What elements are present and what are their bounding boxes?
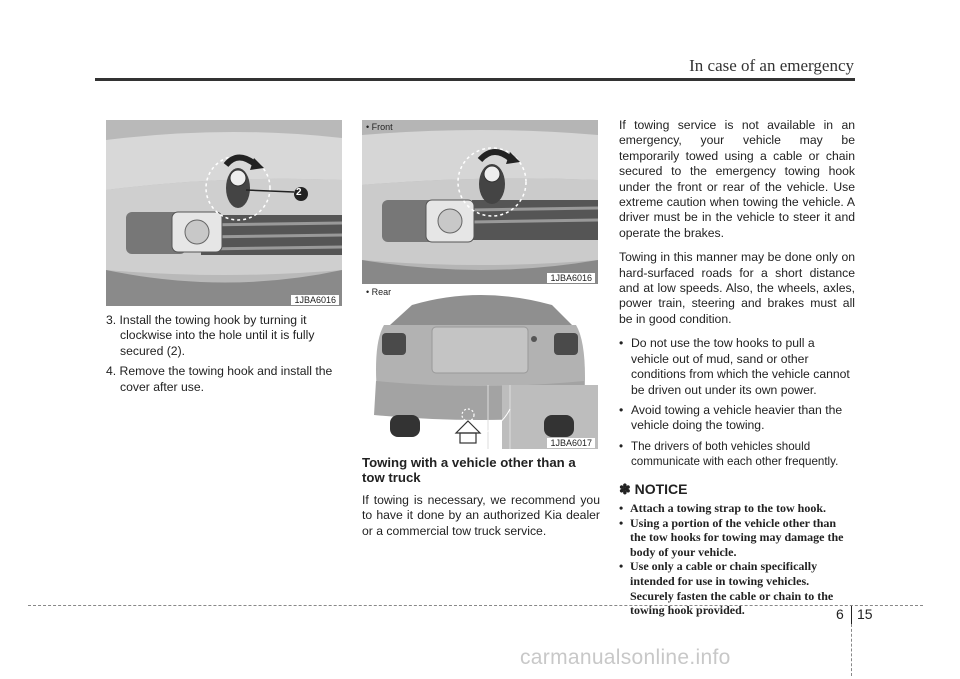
front-tow-hook-illustration [362,120,598,284]
warning-item: • Avoid towing a vehicle heavier than the vehicle doing the towing. [619,403,855,434]
front-image-label: • Front [366,122,393,132]
footer-vertical-dash [851,624,852,676]
left-column-text [106,313,342,400]
rear-image-label: • Rear [366,287,392,297]
rear-towing-photo [362,285,598,449]
notice-item: • Use only a cable or chain specifically intended for use in towing vehicles. Securely fasten the cable or chain to the towing hook provided. [619,559,855,617]
notice-title: ✽ NOTICE [619,480,688,497]
step-4: 4. Remove the towing hook and install the cover after use. [106,364,333,394]
step-3: 3. Install the towing hook by turning it clockwise into the hole until it is fully secured (2). [106,313,315,358]
warning-item: • Do not use the tow hooks to pull a vehicle out of mud, sand or other conditions from which the vehicle cannot be driven out under its own power. [619,336,855,398]
notice-item: • Using a portion of the vehicle other than the tow hooks for towing may damage the body of your vehicle. [619,516,855,560]
header-rule [95,78,855,81]
section-heading: Towing with a vehicle other than a tow truck [362,455,576,485]
middle-column-text [362,455,600,548]
front-towing-photo [362,120,598,284]
image-code: 1JBA6016 [291,295,339,305]
notice-list [619,501,855,618]
towing-hook-front-photo [106,120,342,306]
watermark: carmanualsonline.info [520,646,731,669]
page-number: 15 [857,606,873,622]
front-image-code: 1JBA6016 [547,273,595,283]
towing-conditions-paragraph: Towing in this manner may be done only on hard-surfaced roads for a short distance and at low speeds. Also, the wheels, axles, power train, steering and brakes must all be in good condition. [619,250,855,326]
page-header-title: In case of an emergency [689,56,854,75]
chapter-number: 6 [836,606,844,622]
warning-item: • The drivers of both vehicles should communicate with each other frequently. [619,439,855,470]
rear-image-code: 1JBA6017 [547,438,595,448]
emergency-towing-paragraph: If towing service is not available in an emergency, your vehicle may be temporarily towed using a cable or chain secured to the emergency towing hook under the front or rear of the vehicle. Use extreme caution when towing the vehicle. A driver must be in the vehicle to steer it and operate the brakes. [619,118,855,240]
callout-number: 2 [296,187,302,198]
towing-recommendation-paragraph: If towing is necessary, we recommend you to have it done by an authorized Kia dealer or a commercial tow truck service. [362,493,600,538]
footer-rule [28,605,923,606]
notice-item: • Attach a towing strap to the tow hook. [619,501,855,516]
page-number-separator [851,606,852,624]
front-bumper-illustration [106,120,342,306]
towing-warnings-list [619,336,855,469]
right-column-text [619,118,855,618]
rear-car-illustration [362,285,598,449]
install-steps-list [106,313,342,395]
